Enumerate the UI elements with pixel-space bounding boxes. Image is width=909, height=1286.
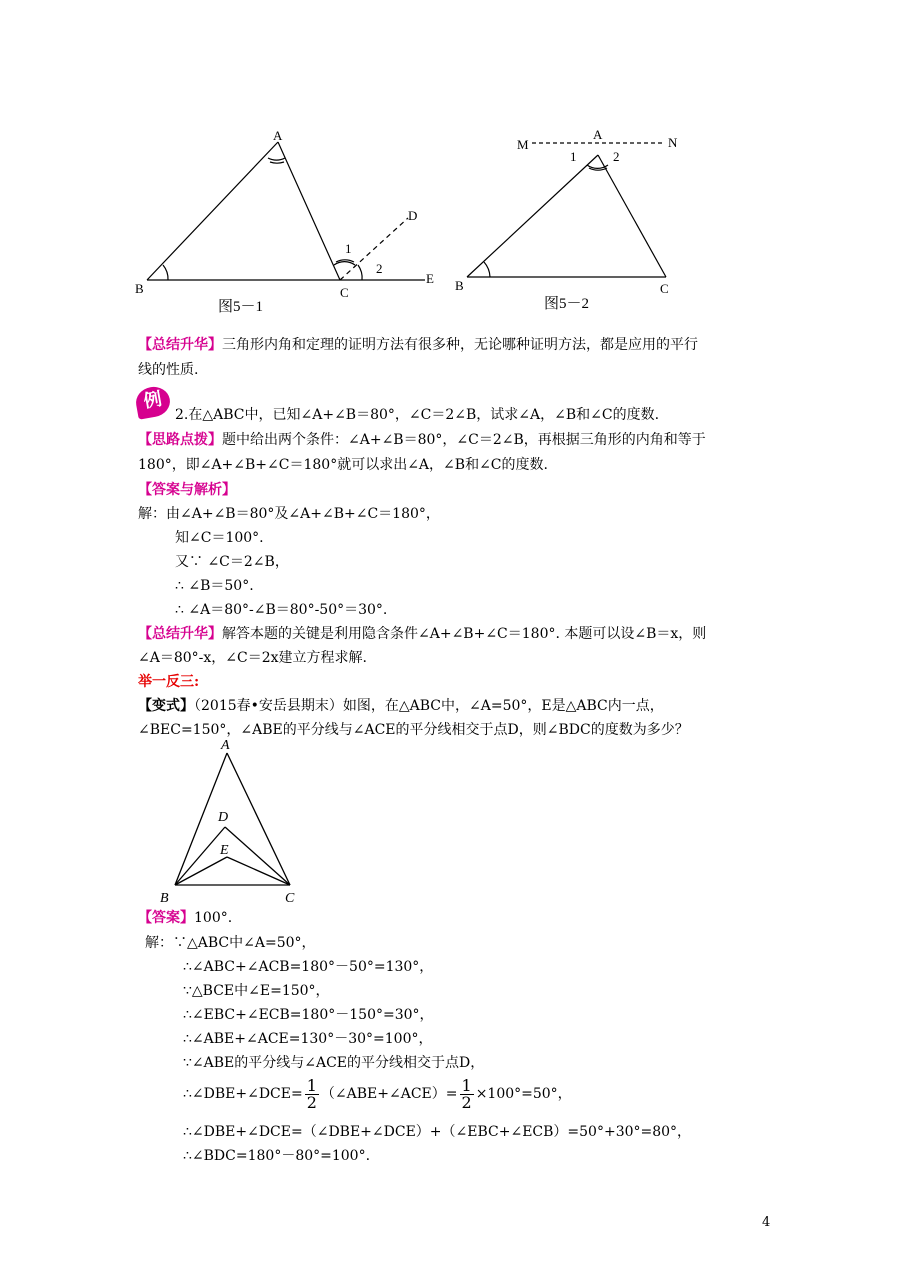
variant-tag: 【变式】	[138, 698, 194, 714]
fraction-one-half	[305, 1075, 319, 1112]
side-ac	[598, 155, 666, 277]
caption-fig-5-2: 图5－2	[544, 296, 590, 312]
summary-2-line-1	[138, 623, 706, 645]
summary-tag: 【总结升华】	[138, 337, 222, 353]
example-question: 2.在△ABC中，已知∠A+∠B＝80°，∠C＝2∠B，试求∠A，∠B和∠C的度数.	[175, 407, 660, 423]
label-c: C	[660, 281, 669, 296]
angle-a-arc2	[270, 162, 284, 163]
fraction-denominator: 2	[306, 1092, 317, 1112]
figure-5-1	[130, 125, 450, 315]
segment-ec	[227, 857, 290, 885]
side-ab	[147, 142, 278, 280]
label-c: C	[340, 285, 349, 300]
side-ac	[278, 142, 340, 280]
fraction-numerator: 1	[461, 1075, 472, 1095]
variant-solution-line: 解：∵△ABC中∠A=50°，	[145, 935, 316, 951]
label-e: E	[426, 271, 434, 286]
variant-solution-line: ∵∠ABE的平分线与∠ACE的平分线相交于点D，	[183, 1055, 485, 1071]
label-angle-2: 2	[376, 261, 383, 276]
angle-1-arc	[334, 262, 355, 265]
solution-line: 又∵ ∠C＝2∠B，	[175, 554, 289, 570]
page-number: 4	[762, 1215, 771, 1230]
variant-fraction-line	[183, 1076, 572, 1112]
angle-b-arc	[163, 265, 168, 280]
variant-solution-line: ∴∠ABE+∠ACE=130°－30°=100°，	[183, 1031, 433, 1047]
variant-q1: （2015春•安岳县期末）如图，在△ABC中，∠A=50°，E是△ABC内一点，	[194, 698, 664, 714]
hint-tag: 【思路点拨】	[138, 432, 222, 448]
label-angle-1: 1	[570, 149, 577, 164]
summary-1-line-2: 线的性质.	[138, 362, 199, 378]
variant-question-line-1	[138, 695, 664, 717]
variant-figure	[155, 735, 315, 910]
angle-a-arc	[268, 158, 285, 160]
hint-line-2: 180°，即∠A+∠B+∠C＝180°就可以求出∠A，∠B和∠C的度数.	[138, 457, 548, 473]
fraction-one-half-2	[460, 1075, 474, 1112]
segment-bd	[175, 827, 225, 885]
fraction-denominator: 2	[461, 1092, 472, 1112]
variant-heading: 举一反三:	[138, 674, 200, 690]
solution-line: 解：由∠A+∠B＝80°及∠A+∠B+∠C＝180°，	[138, 506, 440, 522]
variant-answer-value: 100°.	[194, 910, 233, 926]
label-m: M	[517, 137, 529, 152]
summary-text: 解答本题的关键是利用隐含条件∠A+∠B+∠C＝180°. 本题可以设∠B＝x，则	[222, 626, 707, 642]
label-angle-1: 1	[345, 241, 352, 256]
variant-solution-line: ∴∠DBE+∠DCE=（∠DBE+∠DCE）+（∠EBC+∠ECB）=50°+30°=80°，	[183, 1124, 692, 1140]
fraction-line-part-1: ∴∠DBE+∠DCE=	[183, 1086, 303, 1102]
figure-5-2	[450, 125, 690, 315]
side-ab	[467, 155, 598, 277]
label-a: A	[273, 128, 283, 143]
answer-analysis-tag: 【答案与解析】	[138, 482, 236, 498]
caption-fig-5-1: 图5－1	[218, 299, 264, 315]
label-b: B	[160, 891, 169, 906]
solution-line: 知∠C＝100°.	[175, 530, 264, 546]
label-a: A	[221, 738, 230, 753]
label-a: A	[593, 127, 603, 142]
hint-text: 题中给出两个条件：∠A+∠B＝80°，∠C＝2∠B，再根据三角形的内角和等于	[222, 432, 706, 448]
variant-answer-tag: 【答案】	[138, 910, 194, 926]
summary-text: 三角形内角和定理的证明方法有很多种，无论哪种证明方法，都是应用的平行	[222, 337, 698, 353]
fraction-numerator: 1	[306, 1075, 317, 1095]
side-ac	[227, 753, 290, 885]
solution-line: ∴ ∠B＝50°.	[175, 578, 254, 594]
label-d: D	[218, 810, 229, 825]
solution-line: ∴ ∠A＝80°-∠B＝80°-50°＝30°.	[175, 602, 388, 618]
label-angle-2: 2	[613, 149, 620, 164]
segment-dc	[225, 827, 290, 885]
example-badge: 例	[134, 384, 173, 419]
summary-1-line-1	[138, 334, 698, 356]
variant-solution-line: ∴∠EBC+∠ECB=180°－150°=30°，	[183, 1007, 434, 1023]
angle-2-arc	[358, 265, 362, 280]
segment-be	[175, 857, 227, 885]
variant-solution-line: ∵△BCE中∠E=150°，	[183, 983, 330, 999]
fraction-line-part-3: ×100°=50°，	[475, 1086, 572, 1102]
label-d: D	[408, 208, 418, 223]
label-c: C	[285, 891, 295, 906]
summary-tag: 【总结升华】	[138, 626, 222, 642]
label-n: N	[668, 135, 678, 150]
label-e: E	[220, 843, 229, 858]
angle-b-arc	[484, 262, 490, 277]
variant-solution-line: ∴∠BDC=180°－80°=100°.	[183, 1148, 371, 1164]
variant-solution-line: ∴∠ABC+∠ACB=180°－50°=130°，	[183, 959, 434, 975]
fraction-line-part-2: （∠ABE+∠ACE）=	[320, 1086, 458, 1102]
label-b: B	[135, 281, 144, 296]
summary-2-line-2: ∠A＝80°-x，∠C＝2x建立方程求解.	[138, 650, 367, 666]
hint-line-1	[138, 429, 706, 451]
label-b: B	[455, 278, 464, 293]
variant-question-line-2: ∠BEC=150°，∠ABE的平分线与∠ACE的平分线相交于点D，则∠BDC的度数为多少？	[138, 722, 689, 738]
variant-answer	[138, 907, 232, 929]
